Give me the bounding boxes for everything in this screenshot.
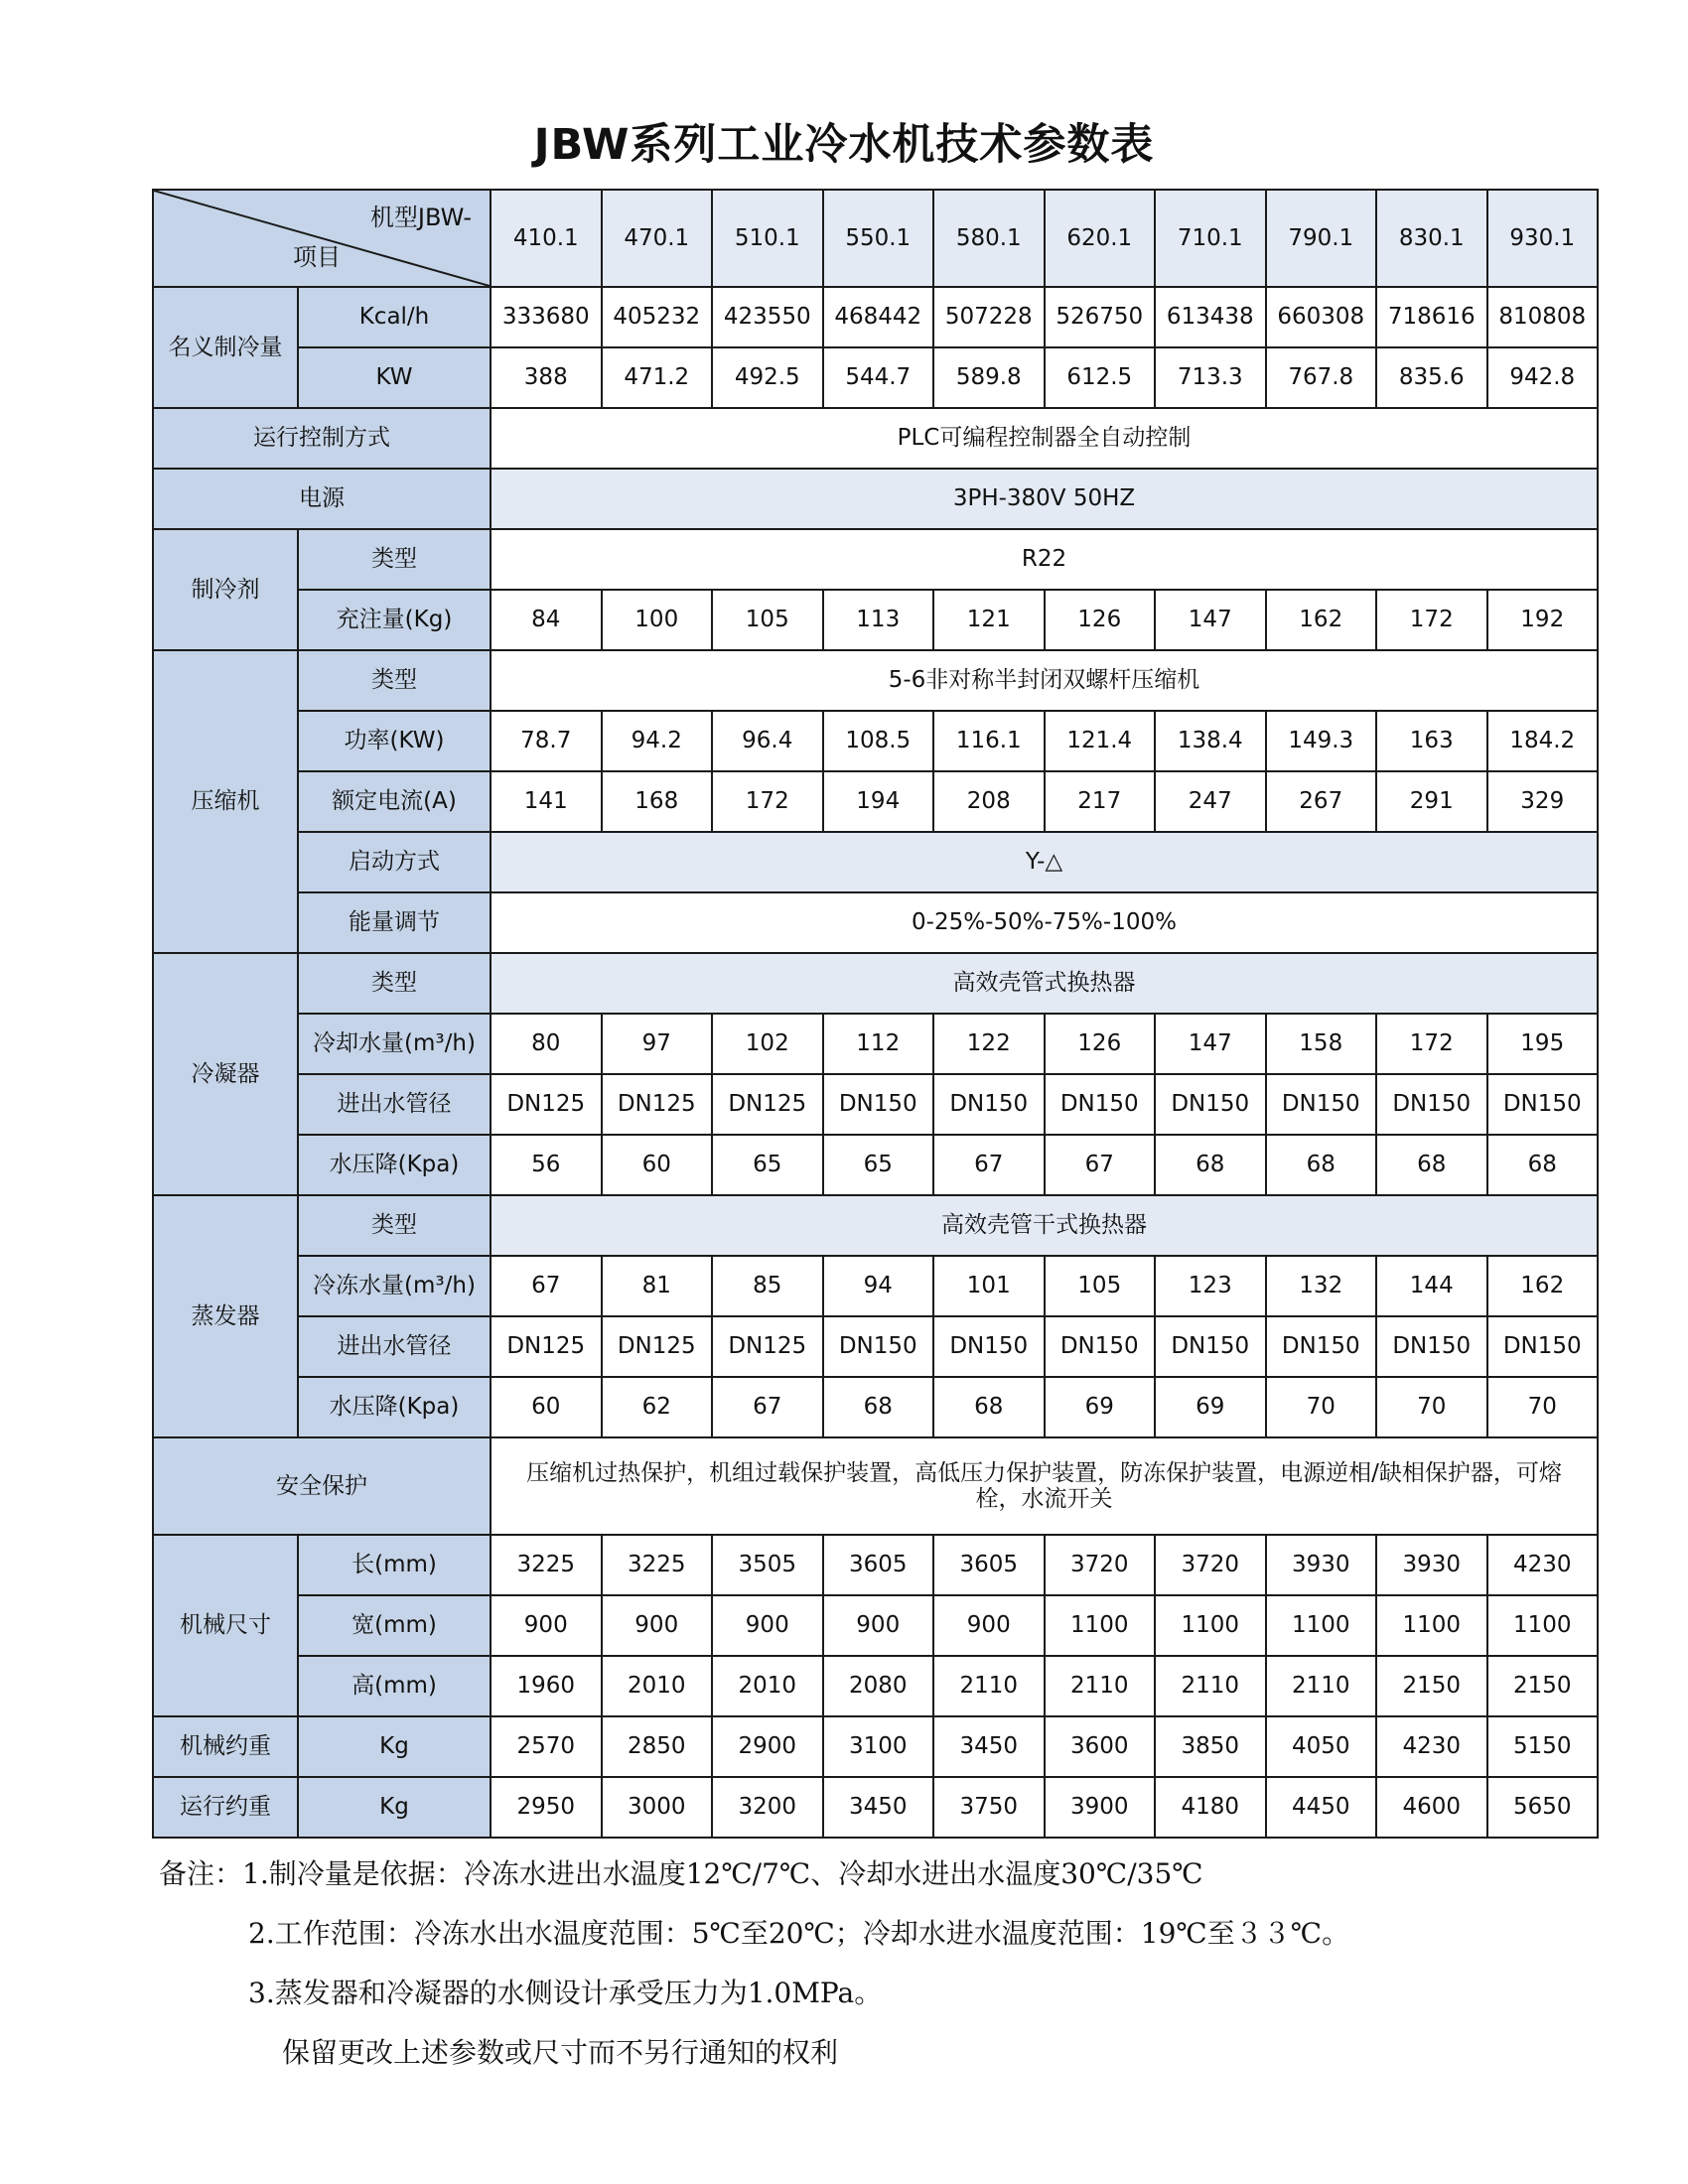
value-cell: 162	[1487, 1256, 1599, 1316]
value-cell: 67	[712, 1377, 823, 1437]
value-cell: 4600	[1376, 1777, 1487, 1838]
machine-weight-row	[153, 1716, 1598, 1777]
value-cell: 3605	[933, 1535, 1045, 1595]
diagonal-header-cell	[153, 190, 491, 287]
value-cell: 900	[602, 1595, 713, 1656]
value-cell: DN125	[712, 1316, 823, 1377]
value-cell: 900	[933, 1595, 1045, 1656]
value-cell: 942.8	[1487, 347, 1599, 408]
dimensions-label: 机械尺寸	[153, 1535, 298, 1716]
evaporator-type-label: 类型	[298, 1195, 491, 1256]
compressor-label: 压缩机	[153, 650, 298, 953]
page-title: JBW系列工业冷水机技术参数表	[533, 120, 1155, 170]
value-cell: 81	[602, 1256, 713, 1316]
value-cell: 172	[1376, 590, 1487, 650]
value-cell: 70	[1266, 1377, 1377, 1437]
value-cell: 147	[1155, 590, 1266, 650]
value-cell: 70	[1376, 1377, 1487, 1437]
value-cell: 2110	[933, 1656, 1045, 1716]
value-cell: 147	[1155, 1014, 1266, 1074]
value-cell: 3720	[1045, 1535, 1156, 1595]
value-cell: 3930	[1376, 1535, 1487, 1595]
value-cell: 184.2	[1487, 711, 1599, 771]
value-cell: 94	[823, 1256, 934, 1316]
value-cell: 65	[823, 1135, 934, 1195]
control-label: 运行控制方式	[153, 408, 491, 469]
refrigerant-label: 制冷剂	[153, 529, 298, 650]
value-cell: 67	[491, 1256, 602, 1316]
value-cell: 2010	[602, 1656, 713, 1716]
value-cell: 3505	[712, 1535, 823, 1595]
evaporator-water-row	[153, 1256, 1598, 1316]
value-cell: 613438	[1155, 287, 1266, 347]
header-row	[153, 190, 1598, 287]
value-cell: 4180	[1155, 1777, 1266, 1838]
value-cell: DN125	[491, 1316, 602, 1377]
value-cell: 78.7	[491, 711, 602, 771]
value-cell: 5150	[1487, 1716, 1599, 1777]
power-label: 电源	[153, 469, 491, 529]
value-cell: 713.3	[1155, 347, 1266, 408]
value-cell: 291	[1376, 771, 1487, 832]
value-cell: 68	[1376, 1135, 1487, 1195]
value-cell: 217	[1045, 771, 1156, 832]
value-cell: 192	[1487, 590, 1599, 650]
value-cell: 80	[491, 1014, 602, 1074]
condenser-water-label: 冷却水量(m³/h)	[298, 1014, 491, 1074]
value-cell: 3450	[933, 1716, 1045, 1777]
value-cell: 1100	[1266, 1595, 1377, 1656]
value-cell: 3100	[823, 1716, 934, 1777]
note-2: 2.工作范围：冷冻水出水温度范围：5℃至20℃；冷却水进水温度范围：19℃至３３℃。	[248, 1917, 1350, 1950]
value-cell: 1960	[491, 1656, 602, 1716]
compressor-energy-label: 能量调节	[298, 892, 491, 953]
safety-row	[153, 1437, 1598, 1535]
value-cell: 168	[602, 771, 713, 832]
machine-weight-label: 机械约重	[153, 1716, 298, 1777]
value-cell: 3850	[1155, 1716, 1266, 1777]
value-cell: 132	[1266, 1256, 1377, 1316]
value-cell: 1100	[1487, 1595, 1599, 1656]
value-cell: 194	[823, 771, 934, 832]
value-cell: 112	[823, 1014, 934, 1074]
value-cell: 3720	[1155, 1535, 1266, 1595]
value-cell: DN150	[823, 1316, 934, 1377]
condenser-type-label: 类型	[298, 953, 491, 1014]
value-cell: 1100	[1045, 1595, 1156, 1656]
kcal-label: Kcal/h	[298, 287, 491, 347]
value-cell: DN150	[1487, 1074, 1599, 1135]
height-label: 高(mm)	[298, 1656, 491, 1716]
dimension-width-row	[153, 1595, 1598, 1656]
value-cell: 3600	[1045, 1716, 1156, 1777]
value-cell: 126	[1045, 1014, 1156, 1074]
cooling-kcal-row	[153, 287, 1598, 347]
value-cell: 162	[1266, 590, 1377, 650]
model-cell: 550.1	[823, 190, 934, 287]
value-cell: 333680	[491, 287, 602, 347]
value-cell: 3750	[933, 1777, 1045, 1838]
value-cell: 388	[491, 347, 602, 408]
compressor-power-row	[153, 711, 1598, 771]
cooling-label: 名义制冷量	[153, 287, 298, 408]
value-cell: 105	[1045, 1256, 1156, 1316]
value-cell: 589.8	[933, 347, 1045, 408]
value-cell: 85	[712, 1256, 823, 1316]
control-value: PLC可编程控制器全自动控制	[491, 408, 1598, 469]
value-cell: 94.2	[602, 711, 713, 771]
value-cell: 163	[1376, 711, 1487, 771]
evaporator-pipe-row	[153, 1316, 1598, 1377]
notes	[159, 1844, 1599, 2083]
kw-label: KW	[298, 347, 491, 408]
value-cell: 247	[1155, 771, 1266, 832]
condenser-drop-row	[153, 1135, 1598, 1195]
refrigerant-type-value: R22	[491, 529, 1598, 590]
value-cell: 68	[1155, 1135, 1266, 1195]
condenser-water-row	[153, 1014, 1598, 1074]
value-cell: 105	[712, 590, 823, 650]
value-cell: 60	[491, 1377, 602, 1437]
value-cell: DN150	[823, 1074, 934, 1135]
power-row	[153, 469, 1598, 529]
value-cell: 2570	[491, 1716, 602, 1777]
value-cell: 544.7	[823, 347, 934, 408]
value-cell: 158	[1266, 1014, 1377, 1074]
value-cell: DN125	[602, 1074, 713, 1135]
value-cell: 3000	[602, 1777, 713, 1838]
condenser-pipe-label: 进出水管径	[298, 1074, 491, 1135]
value-cell: 2150	[1487, 1656, 1599, 1716]
value-cell: 660308	[1266, 287, 1377, 347]
evaporator-water-label: 冷冻水量(m³/h)	[298, 1256, 491, 1316]
value-cell: 267	[1266, 771, 1377, 832]
value-cell: 172	[1376, 1014, 1487, 1074]
value-cell: 1100	[1155, 1595, 1266, 1656]
value-cell: 141	[491, 771, 602, 832]
value-cell: 123	[1155, 1256, 1266, 1316]
value-cell: 767.8	[1266, 347, 1377, 408]
value-cell: 526750	[1045, 287, 1156, 347]
value-cell: 122	[933, 1014, 1045, 1074]
value-cell: 102	[712, 1014, 823, 1074]
model-cell: 790.1	[1266, 190, 1377, 287]
compressor-current-label: 额定电流(A)	[298, 771, 491, 832]
value-cell: 121.4	[1045, 711, 1156, 771]
value-cell: 2110	[1266, 1656, 1377, 1716]
value-cell: 900	[712, 1595, 823, 1656]
model-cell: 930.1	[1487, 190, 1599, 287]
value-cell: 1100	[1376, 1595, 1487, 1656]
value-cell: 101	[933, 1256, 1045, 1316]
value-cell: DN150	[933, 1316, 1045, 1377]
condenser-label: 冷凝器	[153, 953, 298, 1195]
value-cell: 3225	[602, 1535, 713, 1595]
note-3: 3.蒸发器和冷凝器的水侧设计承受压力为1.0MPa。	[248, 1977, 883, 2009]
compressor-current-row	[153, 771, 1598, 832]
width-label: 宽(mm)	[298, 1595, 491, 1656]
operating-weight-label: 运行约重	[153, 1777, 298, 1838]
value-cell: 835.6	[1376, 347, 1487, 408]
value-cell: DN150	[1155, 1316, 1266, 1377]
value-cell: 4230	[1376, 1716, 1487, 1777]
value-cell: 4450	[1266, 1777, 1377, 1838]
spec-table	[152, 189, 1599, 1839]
value-cell: 4050	[1266, 1716, 1377, 1777]
value-cell: 96.4	[712, 711, 823, 771]
value-cell: 70	[1487, 1377, 1599, 1437]
value-cell: 60	[602, 1135, 713, 1195]
refrigerant-type-label: 类型	[298, 529, 491, 590]
power-value: 3PH-380V 50HZ	[491, 469, 1598, 529]
value-cell: 2010	[712, 1656, 823, 1716]
compressor-energy-value: 0-25%-50%-75%-100%	[491, 892, 1598, 953]
value-cell: 2110	[1155, 1656, 1266, 1716]
safety-label: 安全保护	[153, 1437, 491, 1535]
condenser-drop-label: 水压降(Kpa)	[298, 1135, 491, 1195]
value-cell: DN125	[491, 1074, 602, 1135]
model-cell: 580.1	[933, 190, 1045, 287]
evaporator-label: 蒸发器	[153, 1195, 298, 1437]
value-cell: DN125	[712, 1074, 823, 1135]
model-cell: 830.1	[1376, 190, 1487, 287]
value-cell: 3225	[491, 1535, 602, 1595]
value-cell: DN150	[1376, 1316, 1487, 1377]
value-cell: DN150	[1376, 1074, 1487, 1135]
value-cell: 56	[491, 1135, 602, 1195]
dimension-height-row	[153, 1656, 1598, 1716]
compressor-energy-row	[153, 892, 1598, 953]
value-cell: 2110	[1045, 1656, 1156, 1716]
value-cell: 113	[823, 590, 934, 650]
value-cell: 3930	[1266, 1535, 1377, 1595]
value-cell: DN150	[933, 1074, 1045, 1135]
value-cell: 2150	[1376, 1656, 1487, 1716]
value-cell: 492.5	[712, 347, 823, 408]
note-1: 备注：1.制冷量是依据：冷冻水进出水温度12℃/7℃、冷却水进出水温度30℃/35℃	[159, 1857, 1203, 1890]
operating-weight-row	[153, 1777, 1598, 1838]
value-cell: 2900	[712, 1716, 823, 1777]
value-cell: DN125	[602, 1316, 713, 1377]
value-cell: 69	[1045, 1377, 1156, 1437]
condenser-pipe-row	[153, 1074, 1598, 1135]
note-4: 保留更改上述参数或尺寸而不另行通知的权利	[282, 2036, 839, 2069]
value-cell: 3200	[712, 1777, 823, 1838]
value-cell: 65	[712, 1135, 823, 1195]
value-cell: 121	[933, 590, 1045, 650]
length-label: 长(mm)	[298, 1535, 491, 1595]
value-cell: 900	[491, 1595, 602, 1656]
evaporator-pipe-label: 进出水管径	[298, 1316, 491, 1377]
value-cell: 718616	[1376, 287, 1487, 347]
value-cell: 3450	[823, 1777, 934, 1838]
model-cell: 410.1	[491, 190, 602, 287]
value-cell: 108.5	[823, 711, 934, 771]
value-cell: 67	[933, 1135, 1045, 1195]
compressor-start-value: Y-△	[491, 832, 1598, 892]
compressor-type-label: 类型	[298, 650, 491, 711]
value-cell: 68	[1266, 1135, 1377, 1195]
model-cell: 710.1	[1155, 190, 1266, 287]
compressor-type-value: 5-6非对称半封闭双螺杆压缩机	[491, 650, 1598, 711]
machine-weight-unit: Kg	[298, 1716, 491, 1777]
compressor-power-label: 功率(KW)	[298, 711, 491, 771]
safety-value: 压缩机过热保护，机组过载保护装置，高低压力保护装置，防冻保护装置，电源逆相/缺相保护器，可熔栓，水流开关	[491, 1437, 1598, 1535]
condenser-type-value: 高效壳管式换热器	[491, 953, 1598, 1014]
value-cell: 2950	[491, 1777, 602, 1838]
value-cell: DN150	[1487, 1316, 1599, 1377]
value-cell: 468442	[823, 287, 934, 347]
value-cell: 3605	[823, 1535, 934, 1595]
evaporator-type-row	[153, 1195, 1598, 1256]
evaporator-type-value: 高效壳管干式换热器	[491, 1195, 1598, 1256]
value-cell: 69	[1155, 1377, 1266, 1437]
value-cell: 126	[1045, 590, 1156, 650]
value-cell: 612.5	[1045, 347, 1156, 408]
value-cell: 405232	[602, 287, 713, 347]
compressor-start-row	[153, 832, 1598, 892]
value-cell: 144	[1376, 1256, 1487, 1316]
refrigerant-charge-label: 充注量(Kg)	[298, 590, 491, 650]
value-cell: DN150	[1045, 1316, 1156, 1377]
dimension-length-row	[153, 1535, 1598, 1595]
value-cell: 84	[491, 590, 602, 650]
value-cell: 2080	[823, 1656, 934, 1716]
refrigerant-type-row	[153, 529, 1598, 590]
item-label: 项目	[293, 243, 341, 272]
value-cell: 810808	[1487, 287, 1599, 347]
evaporator-drop-label: 水压降(Kpa)	[298, 1377, 491, 1437]
value-cell: 172	[712, 771, 823, 832]
operating-weight-unit: Kg	[298, 1777, 491, 1838]
value-cell: DN150	[1155, 1074, 1266, 1135]
model-cell: 470.1	[602, 190, 713, 287]
refrigerant-charge-row	[153, 590, 1598, 650]
model-label: 机型JBW-	[369, 204, 472, 231]
value-cell: DN150	[1266, 1316, 1377, 1377]
evaporator-drop-row	[153, 1377, 1598, 1437]
condenser-type-row	[153, 953, 1598, 1014]
value-cell: 68	[823, 1377, 934, 1437]
value-cell: 195	[1487, 1014, 1599, 1074]
value-cell: 116.1	[933, 711, 1045, 771]
value-cell: 471.2	[602, 347, 713, 408]
value-cell: DN150	[1266, 1074, 1377, 1135]
model-cell: 510.1	[712, 190, 823, 287]
value-cell: 97	[602, 1014, 713, 1074]
value-cell: 68	[1487, 1135, 1599, 1195]
value-cell: 68	[933, 1377, 1045, 1437]
value-cell: 507228	[933, 287, 1045, 347]
value-cell: 900	[823, 1595, 934, 1656]
model-cell: 620.1	[1045, 190, 1156, 287]
value-cell: 67	[1045, 1135, 1156, 1195]
value-cell: 3900	[1045, 1777, 1156, 1838]
value-cell: 62	[602, 1377, 713, 1437]
value-cell: DN150	[1045, 1074, 1156, 1135]
value-cell: 149.3	[1266, 711, 1377, 771]
control-row	[153, 408, 1598, 469]
value-cell: 5650	[1487, 1777, 1599, 1838]
value-cell: 2850	[602, 1716, 713, 1777]
value-cell: 4230	[1487, 1535, 1599, 1595]
compressor-start-label: 启动方式	[298, 832, 491, 892]
cooling-kw-row	[153, 347, 1598, 408]
value-cell: 138.4	[1155, 711, 1266, 771]
value-cell: 208	[933, 771, 1045, 832]
compressor-type-row	[153, 650, 1598, 711]
value-cell: 329	[1487, 771, 1599, 832]
value-cell: 423550	[712, 287, 823, 347]
value-cell: 100	[602, 590, 713, 650]
